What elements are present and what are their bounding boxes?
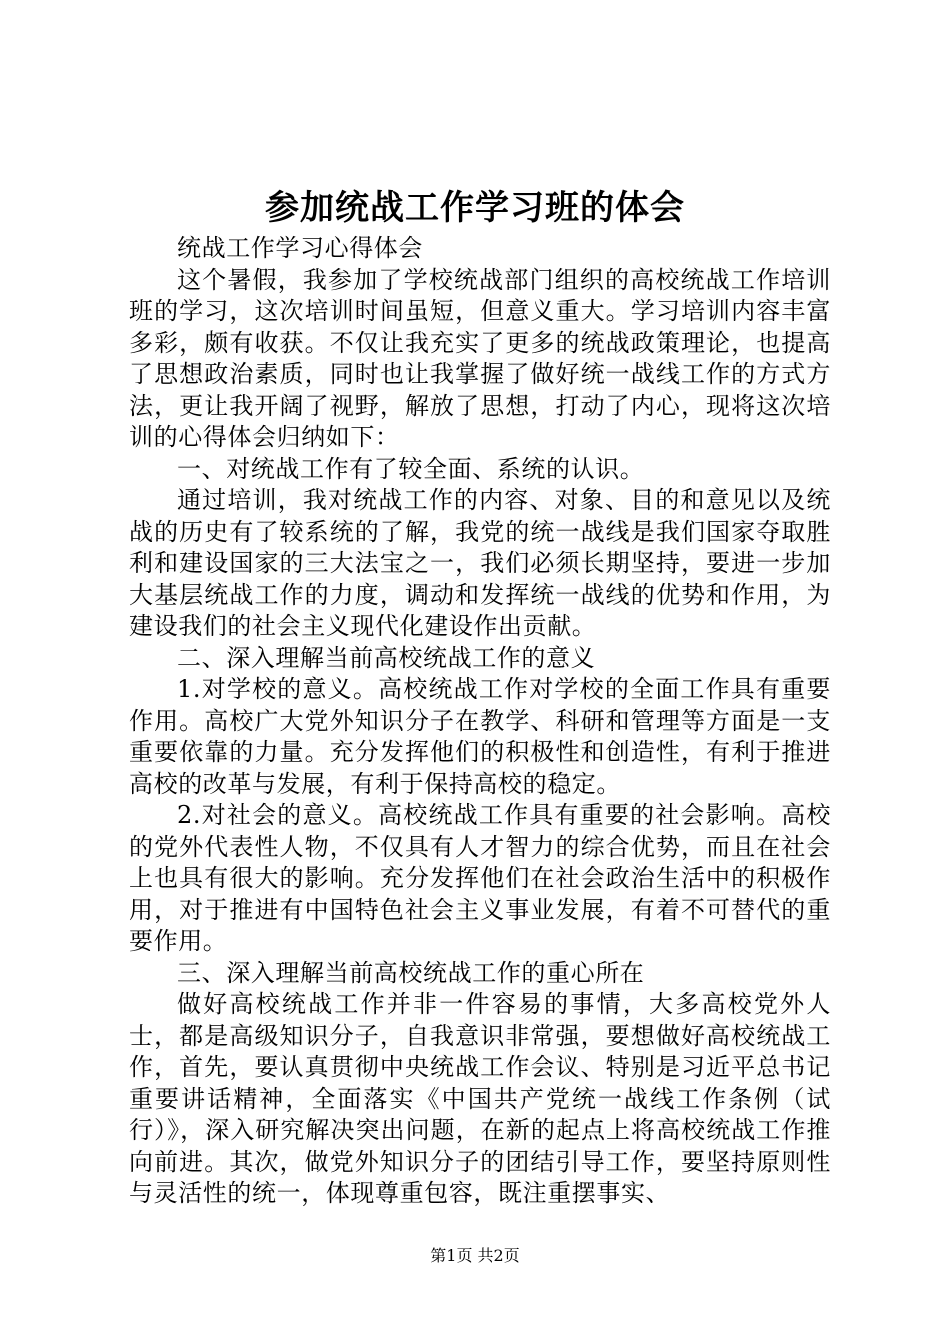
paragraph-intro: 这个暑假，我参加了学校统战部门组织的高校统战工作培训班的学习，这次培训时间虽短，但意义重大。学习培训内容丰富多彩，颇有收获。不仅让我充实了更多的统战政策理论，也提高了思想政治素质，同时也让我掌握了做好统一战线工作的方式方法，更让我开阔了视野，解放了思想，打动了内心，现将这次培训的心得体会归纳如下：	[129, 265, 831, 451]
paragraph-subtitle: 统战工作学习心得体会	[177, 234, 423, 262]
page-number-footer: 第1页 共2页	[430, 1246, 520, 1265]
section-heading-2: 二、深入理解当前高校统战工作的意义	[177, 643, 596, 672]
paragraph-school-significance: 1.对学校的意义。高校统战工作对学校的全面工作具有重要作用。高校广大党外知识分子在教学、科研和管理等方面是一支重要依靠的力量。充分发挥他们的积极性和创造性，有利于推进高校的改革与发展，有利于保持高校的稳定。	[129, 675, 831, 798]
document-body	[129, 233, 831, 1210]
document-title: 参加统战工作学习班的体会	[265, 188, 685, 228]
paragraph-social-significance: 2.对社会的意义。高校统战工作具有重要的社会影响。高校的党外代表性人物，不仅具有人才智力的综合优势，而且在社会上也具有很大的影响。充分发挥他们在社会政治生活中的积极作用，对于推进有中国特色社会主义事业发展，有着不可替代的重要作用。	[129, 801, 831, 955]
section-heading-1: 一、对统战工作有了较全面、系统的认识。	[177, 454, 645, 483]
paragraph-section-1: 通过培训，我对统战工作的内容、对象、目的和意见以及统战的历史有了较系统的了解，我党的统一战线是我们国家夺取胜利和建设国家的三大法宝之一，我们必须长期坚持，要进一步加大基层统战工作的力度，调动和发挥统一战线的优势和作用，为建设我们的社会主义现代化建设作出贡献。	[129, 486, 831, 640]
paragraph-section-3: 做好高校统战工作并非一件容易的事情，大多高校党外人士，都是高级知识分子，自我意识非常强，要想做好高校统战工作，首先，要认真贯彻中央统战工作会议、特别是习近平总书记重要讲话精神，全面落实《中国共产党统一战线工作条例（试行）》，深入研究解决突出问题，在新的起点上将高校统战工作推向前进。其次，做党外知识分子的团结引导工作，要坚持原则性与灵活性的统一，体现尊重包容，既注重摆事实、	[129, 990, 831, 1207]
section-heading-3: 三、深入理解当前高校统战工作的重心所在	[177, 958, 645, 987]
